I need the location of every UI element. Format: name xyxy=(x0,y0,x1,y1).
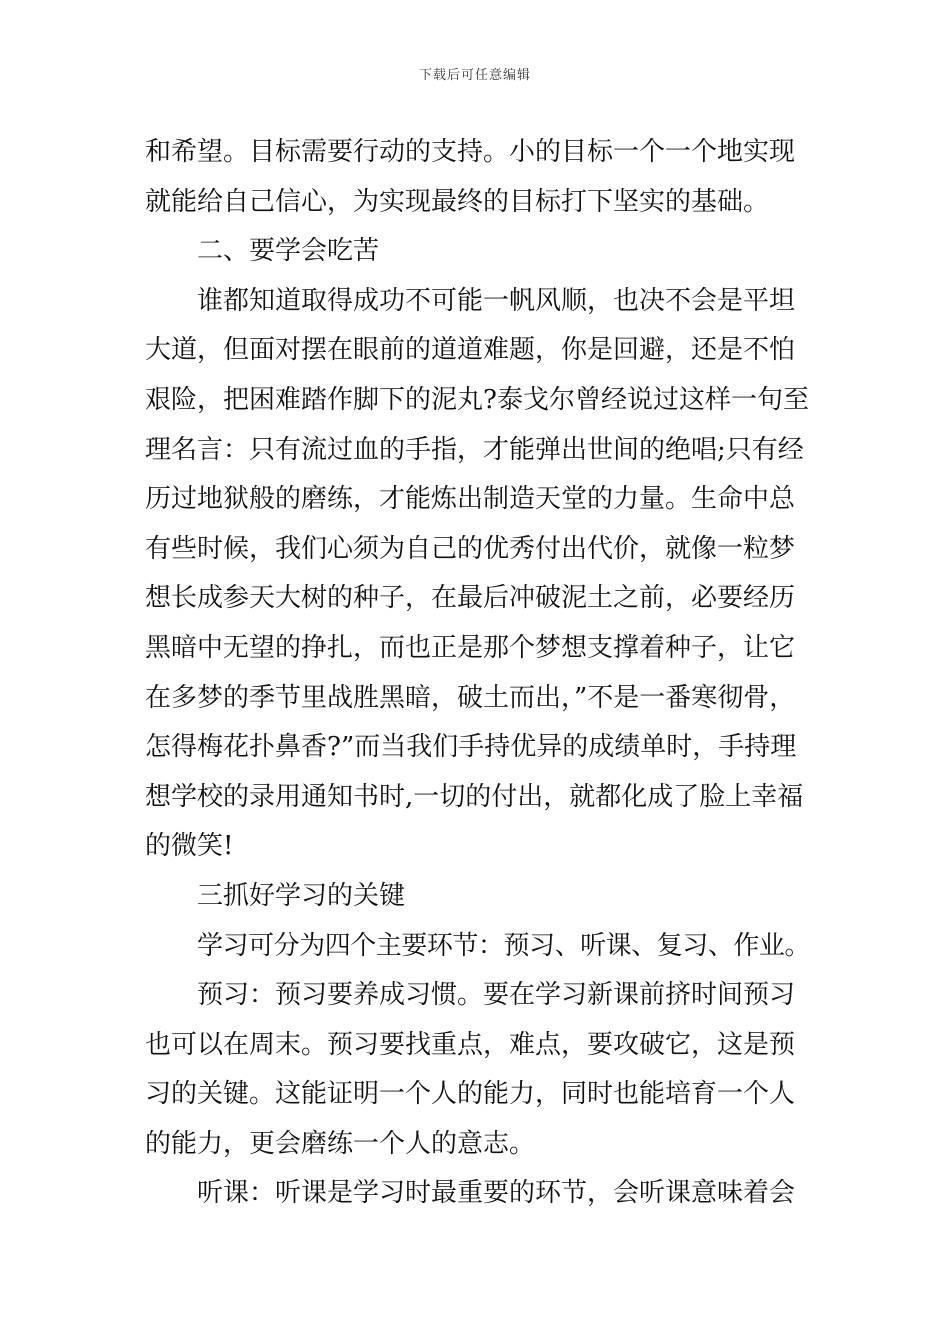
text-line: 二、要学会吃苦 xyxy=(197,236,380,267)
text-line: 想学校的录用通知书时,一切的付出，就都化成了脸上幸福 xyxy=(145,781,804,812)
text-line: 预习：预习要养成习惯。要在学习新课前挤时间预习 xyxy=(197,980,796,1011)
text-line: 艰险，把困难踏作脚下的泥丸?泰戈尔曾经说过这样一句至 xyxy=(145,384,809,415)
document-body xyxy=(145,128,810,1219)
text-line: 大道，但面对摆在眼前的道道难题，你是回避，还是不怕 xyxy=(145,335,796,366)
text-line: 有些时候，我们心须为自己的优秀付出代价，就像一粒梦 xyxy=(145,533,796,564)
text-line: 学习可分为四个主要环节：预习、听课、复习、作业。 xyxy=(197,930,811,961)
text-line: 历过地狱般的磨练，才能炼出制造天堂的力量。生命中总 xyxy=(145,484,796,515)
text-line: 想长成参天大树的种子，在最后冲破泥土之前，必要经历 xyxy=(145,583,796,614)
text-line: 黑暗中无望的挣扎，而也正是那个梦想支撑着种子，让它 xyxy=(145,632,796,663)
text-line: 理名言：只有流过血的手指，才能弹出世间的绝唱;只有经 xyxy=(145,434,804,465)
text-line: 听课：听课是学习时最重要的环节，会听课意味着会 xyxy=(197,1178,796,1209)
text-line: 习的关键。这能证明一个人的能力，同时也能培育一个人 xyxy=(145,1079,796,1110)
text-line: 就能给自己信心，为实现最终的目标打下坚实的基础。 xyxy=(145,186,770,217)
text-line: 也可以在周末。预习要找重点，难点，要攻破它，这是预 xyxy=(145,1029,796,1060)
text-line: 怎得梅花扑鼻香?”而当我们手持优异的成绩单时，手持理 xyxy=(145,732,797,763)
text-line: 三抓好学习的关键 xyxy=(197,880,406,911)
text-line: 和希望。目标需要行动的支持。小的目标一个一个地实现 xyxy=(145,137,796,167)
text-line: 的微笑! xyxy=(145,831,234,862)
text-line: 在多梦的季节里战胜黑暗，破土而出，”不是一番寒彻骨， xyxy=(145,682,796,713)
text-line: 谁都知道取得成功不可能一帆风顺，也决不会是平坦 xyxy=(197,285,796,316)
page-header: 下载后可任意编辑 xyxy=(418,68,531,83)
text-line: 的能力，更会磨练一个人的意志。 xyxy=(145,1128,536,1159)
